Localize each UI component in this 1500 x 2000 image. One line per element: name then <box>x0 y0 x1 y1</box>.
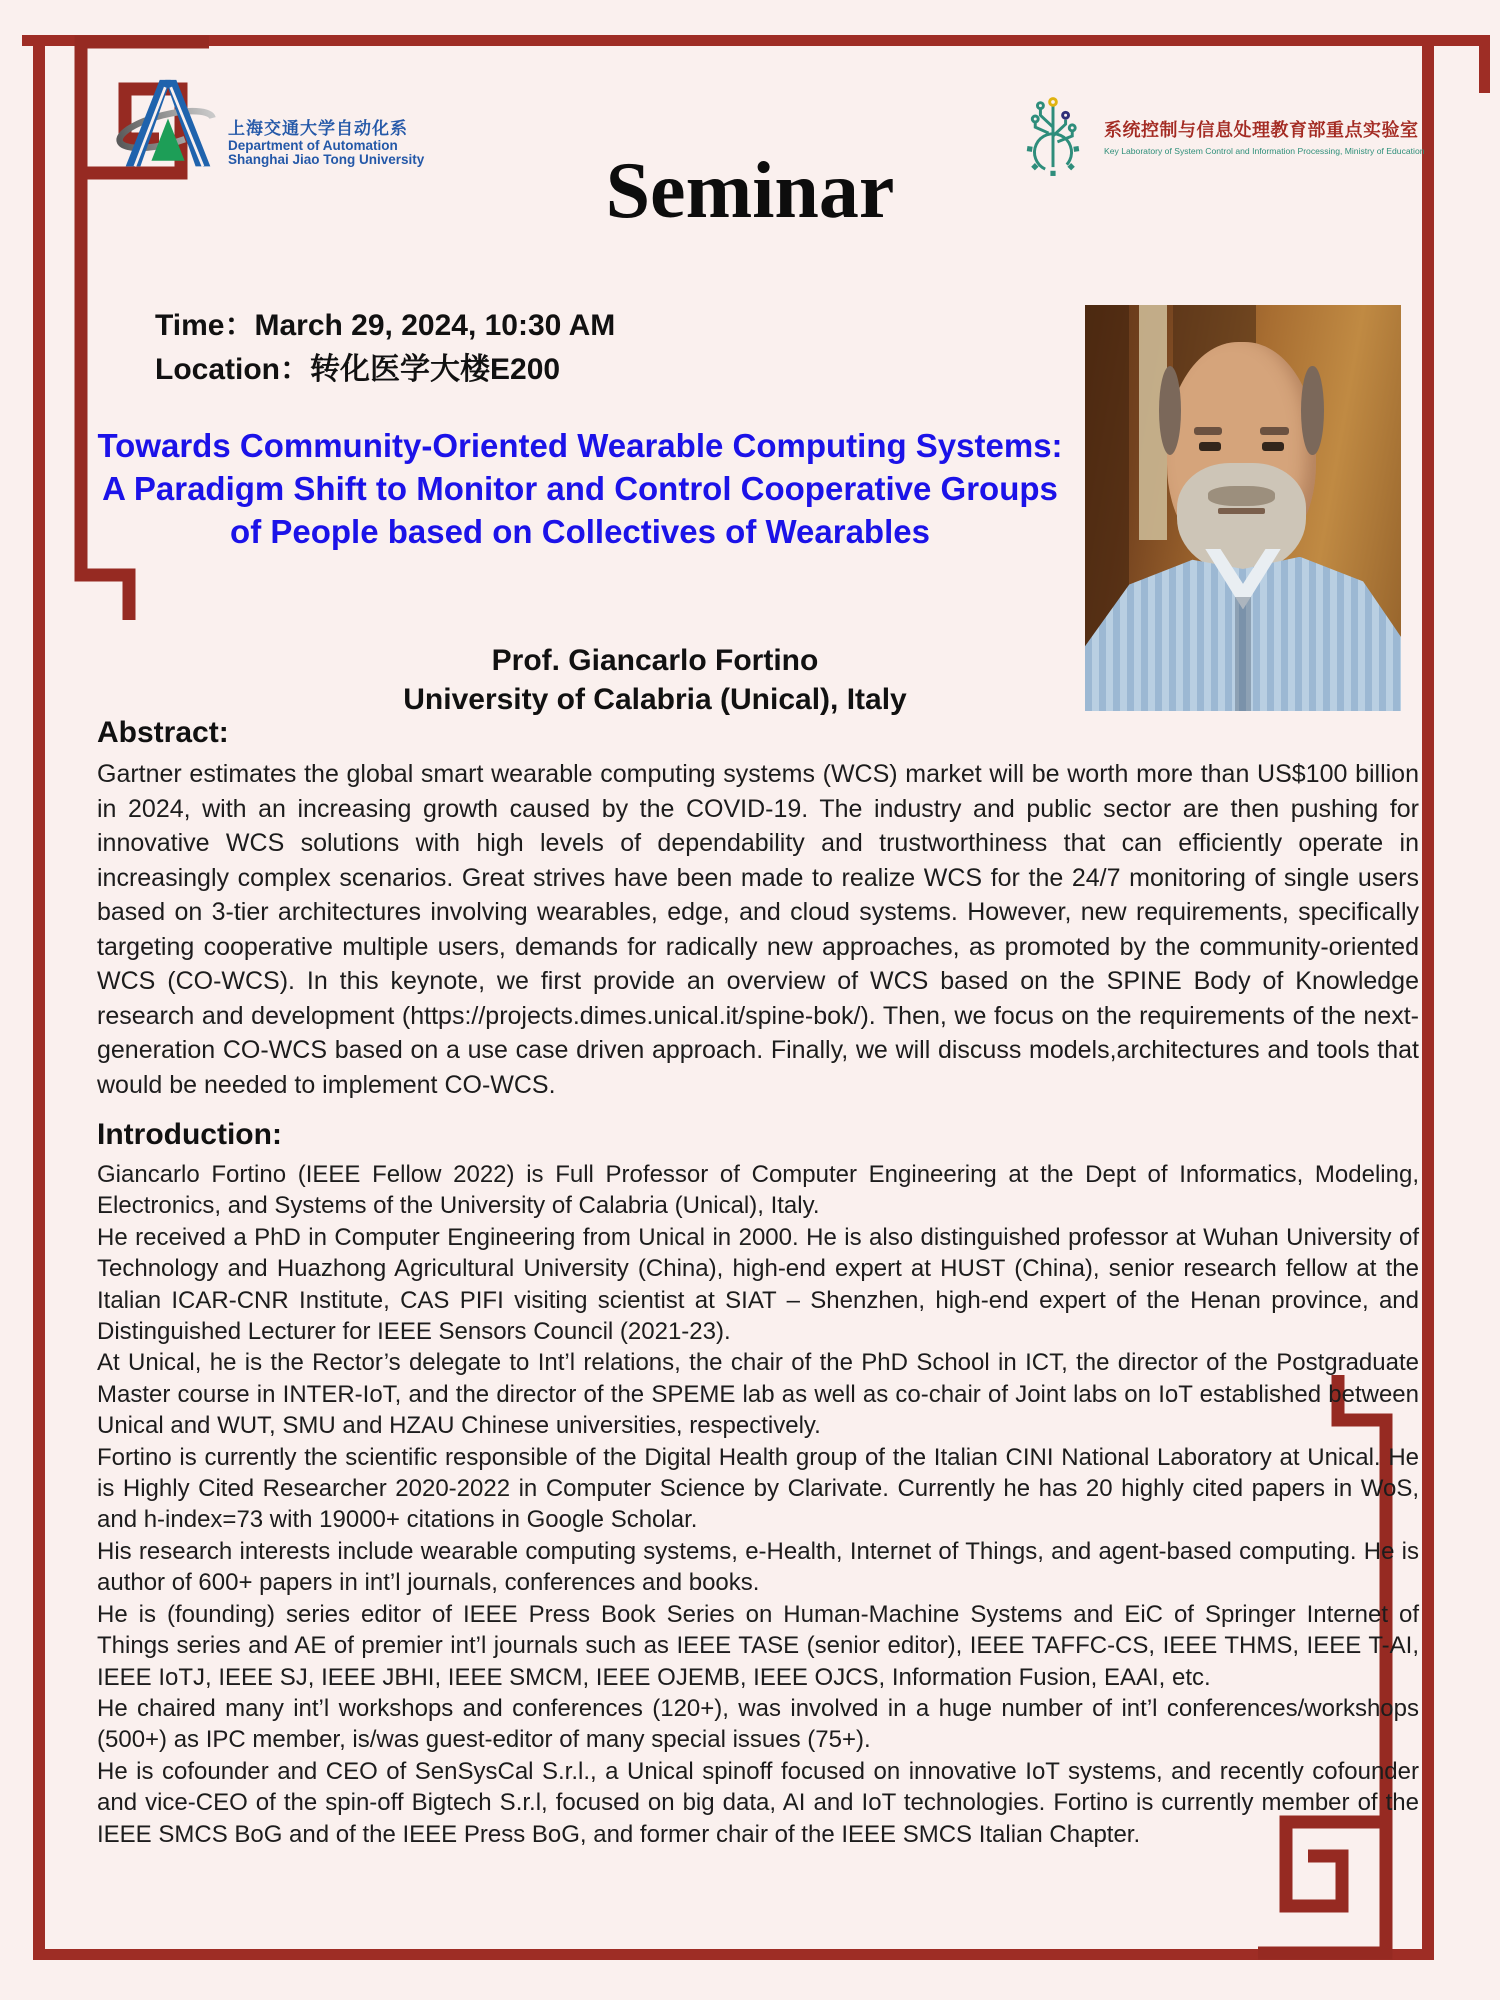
page-title: Seminar <box>605 147 895 235</box>
photo-eye-shape <box>1262 442 1284 451</box>
introduction-paragraph: Giancarlo Fortino (IEEE Fellow 2022) is Full Professor of Computer Engineering at the Dept of Informatics, Modeling, Electronics, and Systems of the University of Calabria (Unical), Italy. <box>97 1161 1419 1220</box>
speaker-block <box>180 641 1130 719</box>
photo-placket-shape <box>1235 597 1251 711</box>
abstract-heading: Abstract: <box>97 716 229 749</box>
introduction-body <box>97 1159 1419 1850</box>
location-value: 转化医学大楼E200 <box>310 353 561 386</box>
frame-top-right-cap <box>1479 35 1490 93</box>
introduction-paragraph: Fortino is currently the scientific responsible of the Digital Health group of the Italian CINI National Laboratory at Unical. He is Highly Cited Researcher 2020-2022 in Computer Science by Clarivate. Currently he has 20 highly cited papers in WoS, and h-index=73 with 19000+ citations in Google Scholar. <box>97 1443 1419 1534</box>
speaker-name: Prof. Giancarlo Fortino <box>491 644 819 677</box>
introduction-paragraph: He chaired many int’l workshops and conferences (120+), was involved in a huge number of int’l conferences/workshops (500+) as IPC member, is/was guest-editor of many special issues (75+). <box>97 1694 1419 1754</box>
time-label: Time： <box>155 309 255 342</box>
photo-hair-shape <box>1301 366 1323 455</box>
time-value: March 29, 2024, 10:30 AM <box>254 309 616 342</box>
abstract-paragraph: Gartner estimates the global smart wearable computing systems (WCS) market will be worth more than US$100 billion in 2024, with an increasing growth caused by the COVID-19. The industry and public sector are then pushing for innovative WCS solutions with high levels of dependability and trustworthiness that can efficiently operate in increasingly complex scenarios. Great strives have been made to realize WCS for the 24/7 monitoring of single users based on 3-tier architectures involving wearables, edge, and cloud systems. However, new requirements, specifically targeting cooperative multiple users, demands for radically new approaches, as promoted by the community-oriented WCS (CO-WCS). In this keynote, we first provide an overview of WCS based on the SPINE Body of Knowledge research and development (https://projects.dimes.unical.it/spine-bok/). Then, we focus on the requirements of the next-generation CO-WCS based on a use case driven approach. Finally, we will discuss models,architectures and tools that would be needed to implement CO-WCS. <box>97 760 1419 1099</box>
photo-brow-shape <box>1260 427 1288 435</box>
speaker-affiliation: University of Calabria (Unical), Italy <box>403 683 907 716</box>
sjtu-name-cn: 上海交通大学自动化系 <box>228 119 408 139</box>
introduction-heading: Introduction: <box>97 1118 282 1151</box>
location-label: Location： <box>155 353 310 386</box>
photo-brow-shape <box>1194 427 1222 435</box>
photo-mouth-shape <box>1218 508 1265 514</box>
event-location-line <box>155 348 615 392</box>
introduction-paragraph: He is (founding) series editor of IEEE Press Book Series on Human-Machine Systems and EiC of Springer Internet of Things series and AE of premier int’l journals such as IEEE TASE (senior editor), IEEE TAFFC-CS, IEEE THMS, IEEE T-AI, IEEE IoTJ, IEEE SJ, IEEE JBHI, IEEE SMCM, IEEE OJEMB, IEEE OJCS, Information Fusion, EAAI, etc. <box>97 1600 1419 1691</box>
talk-title: Towards Community-Oriented Wearable Computing Systems: A Paradigm Shift to Monitor and Control Cooperative Groups of People based on Collectives of Wearables <box>97 427 1063 550</box>
event-details <box>155 304 615 392</box>
introduction-paragraph: He is cofounder and CEO of SenSysCal S.r.l., a Unical spinoff focused on innovative IoT systems, and recently cofounder and vice-CEO of the spin-off Bigtech S.r.l, focused on big data, AI and IoT technologies. Fortino is currently member of the IEEE SMCS BoG and of the IEEE Press BoG, and former chair of the IEEE SMCS Italian Chapter. <box>97 1757 1419 1848</box>
photo-beard-shape <box>1177 463 1307 573</box>
introduction-paragraph: His research interests include wearable computing systems, e-Health, Internet of Things, and agent-based computing. He is author of 600+ papers in int’l journals, conferences and books. <box>97 1537 1419 1597</box>
photo-eye-shape <box>1199 442 1221 451</box>
abstract-body <box>97 757 1419 1102</box>
photo-mustache-shape <box>1208 486 1274 506</box>
sjtu-name-en2: Shanghai Jiao Tong University <box>228 152 425 168</box>
speaker-photo <box>1085 305 1401 711</box>
introduction-paragraph: He received a PhD in Computer Engineering from Unical in 2000. He is also distinguished professor at Wuhan University of Technology and Huazhong Agricultural University (China), high-end expert at HUST (China), senior research fellow at the Italian ICAR-CNR Institute, CAS PIFI visiting scientist at SIAT – Shenzhen, high-end expert of the Henan province, and Distinguished Lecturer for IEEE Sensors Council (2021-23). <box>97 1223 1419 1346</box>
introduction-paragraph: At Unical, he is the Rector’s delegate to Int’l relations, the chair of the PhD School in ICT, the director of the Postgraduate Master course in INTER-IoT, and the director of the SPEME lab as well as co-chair of Joint labs on IoT established between Unical and WUT, SMU and HZAU Chinese universities, respectively. <box>97 1349 1419 1440</box>
keylab-name-cn: 系统控制与信息处理教育部重点实验室 <box>1104 120 1419 140</box>
sjtu-name-en1: Department of Automation <box>228 137 398 153</box>
event-time-line <box>155 304 615 348</box>
keylab-name-en: Key Laboratory of System Control and Information Processing, Ministry of Education <box>1104 146 1425 156</box>
